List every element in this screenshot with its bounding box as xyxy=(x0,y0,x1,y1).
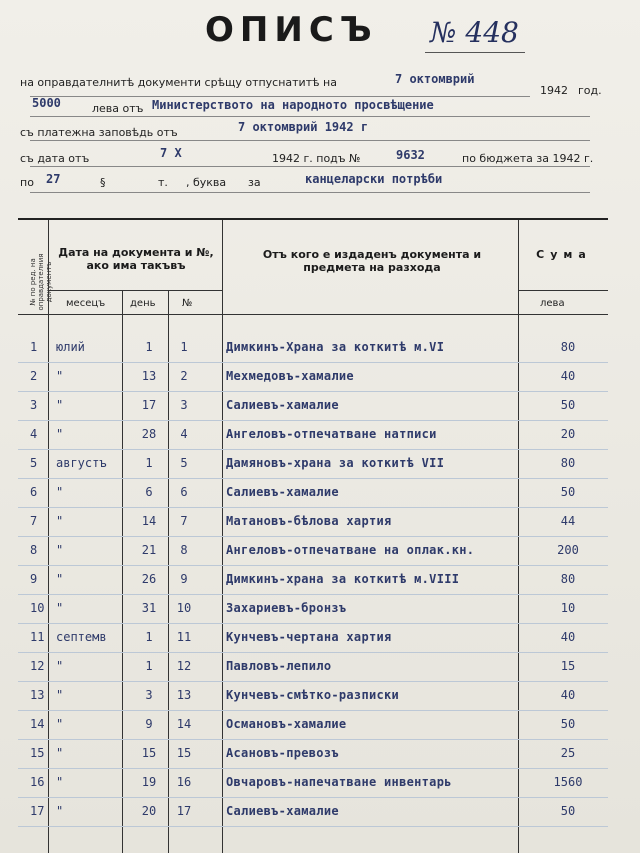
row-rule xyxy=(18,391,608,392)
row-description: Кунчевъ-смѣтко-разписки xyxy=(226,688,400,702)
row-day: 14 xyxy=(141,514,157,528)
header-month: месецъ xyxy=(66,298,106,309)
row-doc-number: 16 xyxy=(176,775,192,789)
row-description: Ангеловъ-отпечатване натписи xyxy=(226,427,437,441)
row-day: 1 xyxy=(145,456,153,470)
row-description: Димкинъ-храна за коткитѣ м.VIII xyxy=(226,572,460,586)
row-rule xyxy=(18,565,608,566)
table-row xyxy=(18,427,608,455)
row-day: 17 xyxy=(141,398,157,412)
row-description: Мехмедовъ-хамалие xyxy=(226,369,354,383)
row-number: 15 xyxy=(30,746,45,760)
row-sum: 15 xyxy=(560,659,576,673)
row-doc-number: 14 xyxy=(176,717,192,731)
row-rule xyxy=(18,478,608,479)
label-date-from: съ дата отъ xyxy=(20,152,90,165)
label-year-under: 1942 г. подъ № xyxy=(272,152,361,165)
row-day: 15 xyxy=(141,746,157,760)
row-number: 8 xyxy=(30,543,38,557)
header-row-no: № по ред. на оправдателния документъ xyxy=(29,253,53,311)
row-rule xyxy=(18,507,608,508)
row-sum: 1560 xyxy=(553,775,583,789)
label-budget: по бюджета за 1942 г. xyxy=(462,152,594,165)
row-rule xyxy=(18,797,608,798)
number-underline xyxy=(425,52,525,53)
row-doc-number: 8 xyxy=(180,543,188,557)
row-day: 1 xyxy=(145,340,153,354)
row-month: " xyxy=(56,659,64,673)
row-month: " xyxy=(56,717,64,731)
row-description: Дамяновъ-храна за коткитѣ VII xyxy=(226,456,445,470)
header-leva: лева xyxy=(540,298,565,309)
header-issued-by: Отъ кого е издаденъ документа и предмета на разхода xyxy=(262,248,482,274)
row-description: Ангеловъ-отпечатване на оплак.кн. xyxy=(226,543,475,557)
row-number: 2 xyxy=(30,369,38,383)
typed-date-1: 7 октомврий xyxy=(395,72,475,86)
typed-doc-no: 9632 xyxy=(396,148,425,162)
label-za: за xyxy=(248,176,261,189)
row-sum: 20 xyxy=(560,427,576,441)
label-po: по xyxy=(20,176,34,189)
label-leva-ot: лева отъ xyxy=(92,102,144,115)
row-doc-number: 7 xyxy=(180,514,188,528)
row-doc-number: 17 xyxy=(176,804,192,818)
row-number: 17 xyxy=(30,804,45,818)
table-row xyxy=(18,572,608,600)
row-month: " xyxy=(56,746,64,760)
row-rule xyxy=(18,623,608,624)
row-number: 4 xyxy=(30,427,38,441)
label-year-1: 1942 xyxy=(540,84,568,97)
row-number: 1 xyxy=(30,340,38,354)
label-intro: на оправдателнитѣ документи срѣщу отпуснатитѣ на xyxy=(20,76,337,89)
row-doc-number: 11 xyxy=(176,630,192,644)
table-row xyxy=(18,601,608,629)
row-month: " xyxy=(56,514,64,528)
row-description: Матановъ-бѣлова хартия xyxy=(226,514,392,528)
table-row xyxy=(18,514,608,542)
row-sum: 50 xyxy=(560,485,576,499)
table-row xyxy=(18,804,608,832)
row-month: " xyxy=(56,775,64,789)
row-doc-number: 12 xyxy=(176,659,192,673)
row-doc-number: 4 xyxy=(180,427,188,441)
table-row xyxy=(18,746,608,774)
typed-ministry: Министерството на народното просвѣщение xyxy=(152,98,434,112)
row-month: " xyxy=(56,688,64,702)
header-sum: Сума xyxy=(536,248,592,261)
row-number: 5 xyxy=(30,456,38,470)
header-day: день xyxy=(130,298,156,309)
row-number: 16 xyxy=(30,775,45,789)
row-day: 31 xyxy=(141,601,157,615)
table-row xyxy=(18,717,608,745)
row-day: 1 xyxy=(145,630,153,644)
row-description: Димкинъ-Храна за коткитѣ м.VI xyxy=(226,340,445,354)
row-description: Османовъ-хамалие xyxy=(226,717,347,731)
row-number: 3 xyxy=(30,398,38,412)
label-section: § xyxy=(100,176,106,189)
row-number: 9 xyxy=(30,572,38,586)
row-number: 13 xyxy=(30,688,45,702)
row-description: Захариевъ-бронзъ xyxy=(226,601,347,615)
row-number: 10 xyxy=(30,601,45,615)
row-month: септемв xyxy=(56,630,107,644)
header-no: № xyxy=(182,298,193,309)
table-row xyxy=(18,775,608,803)
row-rule xyxy=(18,594,608,595)
row-month: " xyxy=(56,427,64,441)
row-rule xyxy=(18,768,608,769)
row-doc-number: 3 xyxy=(180,398,188,412)
table-row xyxy=(18,340,608,368)
row-month: августъ xyxy=(56,456,107,470)
row-description: Овчаровъ-напечатване инвентарь xyxy=(226,775,452,789)
row-description: Кунчевъ-чертана хартия xyxy=(226,630,392,644)
row-day: 19 xyxy=(141,775,157,789)
row-sum: 50 xyxy=(560,804,576,818)
hdr-subline xyxy=(48,290,222,291)
row-doc-number: 5 xyxy=(180,456,188,470)
row-sum: 80 xyxy=(560,456,576,470)
rule-5 xyxy=(30,192,590,193)
row-rule xyxy=(18,536,608,537)
row-day: 9 xyxy=(145,717,153,731)
hdr-bottom-line xyxy=(18,314,608,315)
row-month: " xyxy=(56,804,64,818)
row-sum: 80 xyxy=(560,340,576,354)
row-sum: 50 xyxy=(560,398,576,412)
row-sum: 44 xyxy=(560,514,576,528)
label-t: т. xyxy=(158,176,168,189)
row-sum: 40 xyxy=(560,630,576,644)
document-number: № 448 xyxy=(430,16,519,49)
row-rule xyxy=(18,710,608,711)
row-sum: 25 xyxy=(560,746,576,760)
row-rule xyxy=(18,681,608,682)
table-row xyxy=(18,659,608,687)
row-sum: 200 xyxy=(557,543,579,557)
row-doc-number: 10 xyxy=(176,601,192,615)
row-doc-number: 9 xyxy=(180,572,188,586)
typed-order-date: 7 октомврий 1942 г xyxy=(238,120,369,134)
row-doc-number: 13 xyxy=(176,688,192,702)
table-row xyxy=(18,369,608,397)
row-month: " xyxy=(56,572,64,586)
rule-4 xyxy=(30,166,590,167)
table-row xyxy=(18,630,608,658)
typed-day: 7 X xyxy=(160,146,182,160)
row-number: 14 xyxy=(30,717,45,731)
row-day: 26 xyxy=(141,572,157,586)
row-month: " xyxy=(56,543,64,557)
row-doc-number: 6 xyxy=(180,485,188,499)
header-date: Дата на документа и №, ако има такъвъ xyxy=(58,246,214,272)
table-row xyxy=(18,688,608,716)
hdr-sum-subline xyxy=(518,290,608,291)
row-sum: 50 xyxy=(560,717,576,731)
row-doc-number: 15 xyxy=(176,746,192,760)
row-sum: 40 xyxy=(560,369,576,383)
row-day: 6 xyxy=(145,485,153,499)
typed-amount: 5000 xyxy=(32,96,61,110)
table-row xyxy=(18,485,608,513)
label-order: съ платежна заповѣдь отъ xyxy=(20,126,178,139)
row-sum: 80 xyxy=(560,572,576,586)
row-rule xyxy=(18,739,608,740)
row-number: 11 xyxy=(30,630,45,644)
row-doc-number: 2 xyxy=(180,369,188,383)
row-rule xyxy=(18,826,608,827)
row-month: " xyxy=(56,398,64,412)
row-rule xyxy=(18,449,608,450)
row-month: " xyxy=(56,485,64,499)
row-sum: 10 xyxy=(560,601,576,615)
row-description: Салиевъ-хамалие xyxy=(226,485,339,499)
row-day: 13 xyxy=(141,369,157,383)
expense-table xyxy=(18,218,608,853)
row-description: Павловъ-лепило xyxy=(226,659,332,673)
row-doc-number: 1 xyxy=(180,340,188,354)
row-sum: 40 xyxy=(560,688,576,702)
row-rule xyxy=(18,420,608,421)
rule-2 xyxy=(30,116,590,117)
row-month: юлий xyxy=(56,340,85,354)
typed-para: 27 xyxy=(46,172,61,186)
table-row xyxy=(18,543,608,571)
table-row xyxy=(18,456,608,484)
document-title: ОПИСЪ xyxy=(205,10,378,50)
row-rule xyxy=(18,362,608,363)
row-description: Салиевъ-хамалие xyxy=(226,398,339,412)
row-number: 12 xyxy=(30,659,45,673)
row-day: 20 xyxy=(141,804,157,818)
row-day: 21 xyxy=(141,543,157,557)
rule-3 xyxy=(30,140,590,141)
row-rule xyxy=(18,652,608,653)
label-letter: , буква xyxy=(186,176,227,189)
row-day: 28 xyxy=(141,427,157,441)
row-month: " xyxy=(56,601,64,615)
typed-purpose: канцеларски потрѣби xyxy=(305,172,443,186)
rule-1 xyxy=(30,96,530,97)
row-description: Салиевъ-хамалие xyxy=(226,804,339,818)
row-month: " xyxy=(56,369,64,383)
label-god: год. xyxy=(578,84,602,97)
row-number: 6 xyxy=(30,485,38,499)
row-number: 7 xyxy=(30,514,38,528)
row-description: Асановъ-превозъ xyxy=(226,746,339,760)
row-day: 3 xyxy=(145,688,153,702)
row-day: 1 xyxy=(145,659,153,673)
table-row xyxy=(18,398,608,426)
